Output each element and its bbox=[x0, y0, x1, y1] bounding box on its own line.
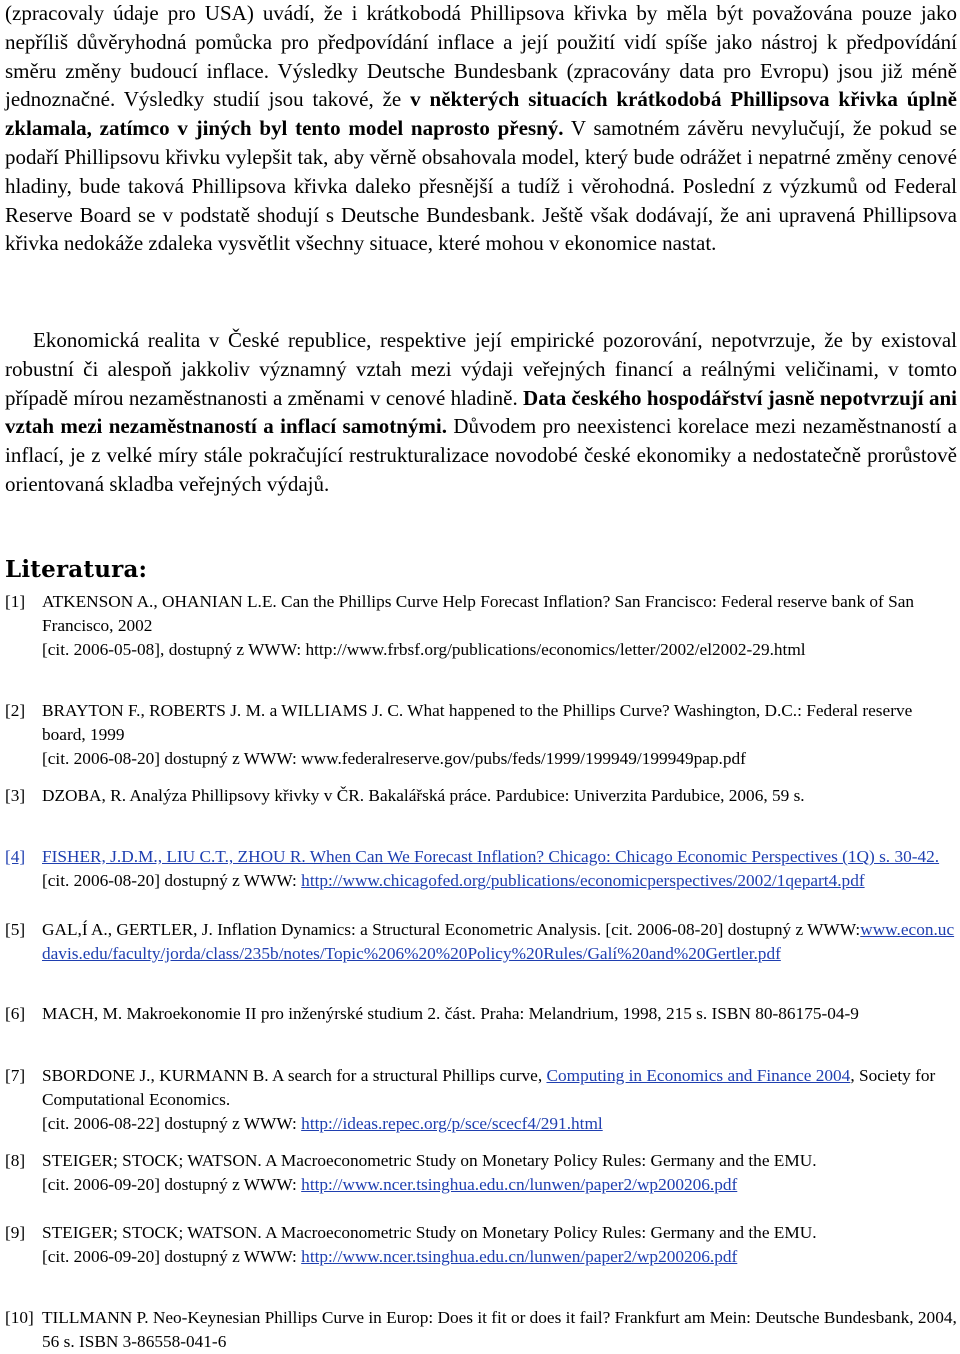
reference-text: GAL,Í A., GERTLER, J. Inflation Dynamics: a Structural Econometric Analysis. [cit. 2006-08-20] dostupný z WWW: bbox=[42, 920, 861, 939]
body-paragraph-1 bbox=[5, 0, 957, 258]
reference-number: [9] bbox=[5, 1223, 26, 1242]
paragraph-text: Důvodem pro neexistenci korelace mezi nezaměstnaností a inflací, je z velké míry stále pokračující restrukturalizace novodobé české ekonomiky a nedostatečně prorůstově orientovaná skladba veřejných výdajů. bbox=[5, 414, 957, 496]
reference-number: [2] bbox=[5, 701, 26, 720]
reference-text: ATKENSON A., OHANIAN L.E. Can the Phillips Curve Help Forecast Inflation? San Francisco: Federal reserve bank of San Francisco, 2002 bbox=[42, 592, 915, 636]
reference-number: [8] bbox=[5, 1151, 26, 1170]
reference-text: SBORDONE J., KURMANN B. A search for a structural Phillips curve, bbox=[42, 1066, 547, 1085]
reference-url-link[interactable]: www.econ.ucdavis.edu/faculty/jorda/class/235b/notes/Topic%206%20%20Policy%20Rules/Galí%20and%20Gertler.pdf bbox=[42, 920, 955, 964]
reference-url-link[interactable]: http://www.ncer.tsinghua.edu.cn/lunwen/paper2/wp200206.pdf bbox=[301, 1175, 738, 1195]
reference-item bbox=[5, 1221, 957, 1269]
paragraph-bold-text: v některých situacích krátkodobá Phillipsova křivka úplně zklamala, zatímco v jiných byl tento model naprosto přesný. bbox=[5, 87, 957, 141]
reference-item bbox=[5, 918, 957, 966]
reference-text: STEIGER; STOCK; WATSON. A Macroeconometric Study on Monetary Policy Rules: Germany and the EMU. bbox=[42, 1151, 817, 1170]
reference-number: [10] bbox=[5, 1308, 34, 1327]
reference-number: [1] bbox=[5, 592, 26, 611]
reference-number: [3] bbox=[5, 786, 26, 805]
reference-number: [6] bbox=[5, 1004, 26, 1023]
reference-item bbox=[5, 1306, 957, 1354]
reference-citation: [cit. 2006-08-20] dostupný z WWW: bbox=[42, 871, 302, 891]
reference-item bbox=[5, 1064, 957, 1137]
reference-text: BRAYTON F., ROBERTS J. M. a WILLIAMS J. C. What happened to the Phillips Curve? Washington, D.C.: Federal reserve board, 1999 bbox=[42, 701, 913, 745]
paragraph-text: Ekonomická realita v České republice, respektive její empirické pozorování, nepotvrzuje, že by existoval robustní či alespoň jakkoliv významný vztah mezi výdaji veřejných financí a reálnými veličinami, v tomto případě mírou nezaměstnanosti a změnami v cenové hladině. bbox=[5, 328, 957, 410]
reference-link[interactable]: Computing in Economics and Finance 2004 bbox=[546, 1066, 851, 1085]
literature-heading: Literatura: bbox=[5, 556, 148, 583]
reference-item bbox=[5, 845, 957, 893]
paragraph-text: (zpracovaly údaje pro USA) uvádí, že i krátkobodá Phillipsova křivka by měla být považována pouze jako nepříliš důvěryhodná pomůcka pro předpovídání inflace a její použití vidí spíše jako nástroj k předpovídání směru změny budoucí inflace. Výsledky Deutsche Bundesbank (zpracovány data pro Evropu) jsou již méně jednoznačné. Výsledky studií jsou takové, že bbox=[5, 1, 957, 112]
reference-item bbox=[5, 590, 957, 663]
reference-text: MACH, M. Makroekonomie II pro inženýrské studium 2. část. Praha: Melandrium, 1998, 215 s. ISBN 80-86175-04-9 bbox=[42, 1004, 859, 1023]
reference-url-link[interactable]: http://ideas.repec.org/p/sce/scecf4/291.html bbox=[301, 1114, 603, 1134]
reference-citation: [cit. 2006-05-08], dostupný z WWW: http://www.frbsf.org/publications/economics/letter/2002/el2002-29.html bbox=[42, 640, 806, 660]
reference-item bbox=[5, 1002, 957, 1026]
reference-number: [5] bbox=[5, 920, 26, 939]
reference-citation: [cit. 2006-09-20] dostupný z WWW: bbox=[42, 1247, 302, 1267]
reference-number: [7] bbox=[5, 1066, 26, 1085]
body-paragraph-2 bbox=[5, 326, 957, 499]
reference-url-link[interactable]: http://www.ncer.tsinghua.edu.cn/lunwen/paper2/wp200206.pdf bbox=[301, 1247, 738, 1267]
reference-citation: [cit. 2006-09-20] dostupný z WWW: bbox=[42, 1175, 302, 1195]
reference-text: DZOBA, R. Analýza Phillipsovy křivky v ČR. Bakalářská práce. Pardubice: Univerzita Pardubice, 2006, 59 s. bbox=[42, 786, 805, 805]
paragraph-text: V samotném závěru nevylučují, že pokud se podaří Phillipsovu křivku vylepšit tak, aby věrně obsahovala model, který bude odrážet i nepatrné změny cenové hladiny, bude taková Phillipsova křivka daleko přesnější a tudíž i věrohodná. Poslední z výzkumů od Federal Reserve Board se v podstatě shodují s Deutsche Bundesbank. Ještě však dodávají, že ani upravená Phillipsova křivka nedokáže zdaleka vysvětlit všechny situace, které mohou v ekonomice nastat. bbox=[5, 116, 957, 256]
reference-link[interactable]: FISHER, J.D.M., LIU C.T., ZHOU R. When Can We Forecast Inflation? Chicago: Chicago Economic Perspectives (1Q) s. 30-42. bbox=[42, 847, 940, 866]
reference-text: , Society for Computational Economics. bbox=[42, 1066, 936, 1110]
reference-item bbox=[5, 699, 957, 772]
reference-text: STEIGER; STOCK; WATSON. A Macroeconometric Study on Monetary Policy Rules: Germany and the EMU. bbox=[42, 1223, 817, 1242]
reference-item bbox=[5, 784, 957, 808]
reference-number: [4] bbox=[5, 847, 26, 866]
reference-text: TILLMANN P. Neo-Keynesian Phillips Curve in Europ: Does it fit or does it fail? Frankfurt am Mein: Deutsche Bundesbank, 2004, 56 s. ISBN 3-86558-041-6 bbox=[42, 1308, 957, 1352]
reference-url-link[interactable]: http://www.chicagofed.org/publications/economicperspectives/2002/1qepart4.pdf bbox=[301, 871, 865, 891]
reference-item bbox=[5, 1149, 957, 1197]
reference-citation: [cit. 2006-08-20] dostupný z WWW: www.federalreserve.gov/pubs/feds/1999/199949/199949pap.pdf bbox=[42, 749, 746, 769]
paragraph-bold-text: Data českého hospodářství jasně nepotvrzují ani vztah mezi nezaměstnaností a inflací samotnými. bbox=[5, 385, 957, 439]
reference-citation: [cit. 2006-08-22] dostupný z WWW: bbox=[42, 1114, 302, 1134]
